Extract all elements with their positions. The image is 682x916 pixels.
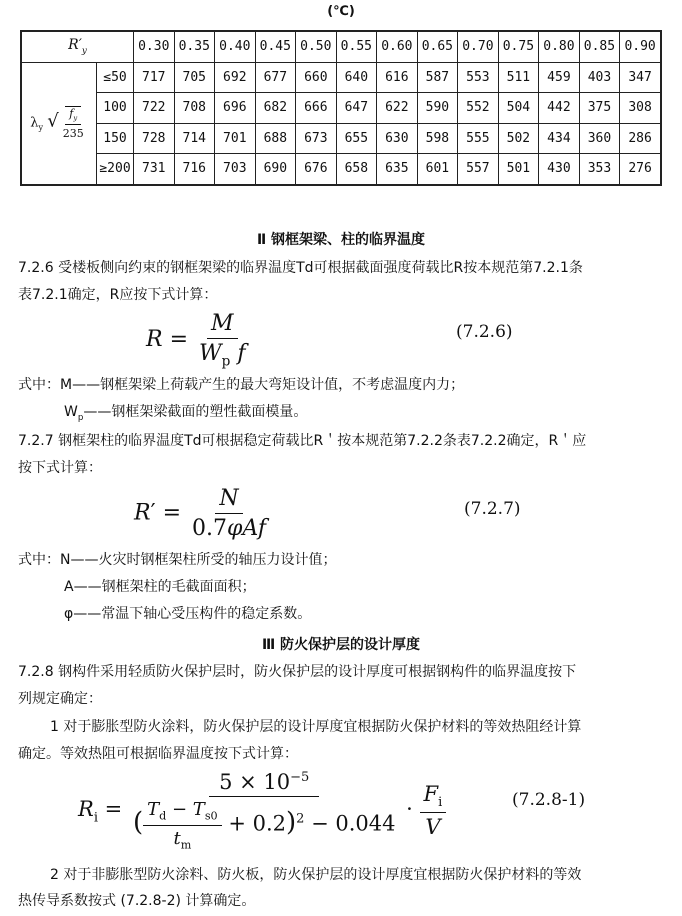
table-cell: 666 xyxy=(296,93,337,124)
table-cell: 286 xyxy=(620,123,661,154)
table-cell: 673 xyxy=(296,123,337,154)
table-row xyxy=(21,93,661,124)
header-cell: 0.70 xyxy=(458,31,499,62)
row-label: ≥200 xyxy=(97,154,134,185)
critical-temperature-table xyxy=(20,30,662,186)
equation-7-2-6: R = $\frac{M}{W_p f}$ xyxy=(146,311,246,370)
table-cell: 501 xyxy=(498,154,539,185)
header-cell: 0.35 xyxy=(174,31,215,62)
where-N: 式中：N——火灾时钢框架柱所受的轴压力设计值； xyxy=(18,552,337,568)
table-row xyxy=(21,123,661,154)
unit-label: (℃) xyxy=(327,4,355,19)
table-cell: 403 xyxy=(579,62,620,93)
table-cell: 708 xyxy=(174,93,215,124)
table-cell: 692 xyxy=(215,62,256,93)
header-cell: 0.50 xyxy=(296,31,337,62)
table-cell: 647 xyxy=(336,93,377,124)
where-M: 式中：M——钢框架梁上荷载产生的最大弯矩设计值，不考虑温度内力； xyxy=(18,377,465,393)
table-cell: 731 xyxy=(134,154,175,185)
item-2-line2: 热传导系数按式 (7.2.8-2) 计算确定。 xyxy=(18,893,256,909)
table-cell: 660 xyxy=(296,62,337,93)
table-cell: 555 xyxy=(458,123,499,154)
table-cell: 502 xyxy=(498,123,539,154)
table-cell: 434 xyxy=(539,123,580,154)
item-1-line2: 确定。等效热阻可根据临界温度按下式计算： xyxy=(18,746,298,762)
table-cell: 676 xyxy=(296,154,337,185)
header-cell: 0.30 xyxy=(134,31,175,62)
table-cell: 459 xyxy=(539,62,580,93)
header-cell: 0.75 xyxy=(498,31,539,62)
table-cell: 308 xyxy=(620,93,661,124)
header-label: $R'_y$ xyxy=(21,31,134,62)
equation-number-7-2-8-1: (7.2.8-1) xyxy=(512,790,586,810)
table-cell: 360 xyxy=(579,123,620,154)
row-label: 100 xyxy=(97,93,134,124)
header-cell: 0.90 xyxy=(620,31,661,62)
table-cell: 722 xyxy=(134,93,175,124)
table-cell: 616 xyxy=(377,62,418,93)
equation-number-7-2-6: (7.2.6) xyxy=(456,322,513,342)
table-cell: 630 xyxy=(377,123,418,154)
item-1-line1: 1 对于膨胀型防火涂料，防火保护层的设计厚度宜根据防火保护材料的等效热阻经计算 xyxy=(50,719,582,735)
item-2-line1: 2 对于非膨胀型防火涂料、防火板，防火保护层的设计厚度宜根据防火保护材料的等效 xyxy=(50,867,582,883)
row-label: 150 xyxy=(97,123,134,154)
table-cell: 622 xyxy=(377,93,418,124)
table-cell: 504 xyxy=(498,93,539,124)
equation-number-7-2-7: (7.2.7) xyxy=(464,499,521,519)
paragraph-7-2-8-line1: 7.2.8 钢构件采用轻质防火保护层时，防火保护层的设计厚度可根据钢构件的临界温度按下 xyxy=(18,664,577,680)
table-cell: 347 xyxy=(620,62,661,93)
table-cell: 590 xyxy=(417,93,458,124)
equation-7-2-7: R′ = $\frac{N}{\text{0.7φAf}}$ xyxy=(134,486,267,541)
table-cell: 701 xyxy=(215,123,256,154)
table-cell: 276 xyxy=(620,154,661,185)
paragraph-7-2-7-line1: 7.2.7 钢框架柱的临界温度Td可根据稳定荷载比R＇按本规范第7.2.2条表7.2.2确定，R＇应 xyxy=(18,433,587,449)
table-cell: 728 xyxy=(134,123,175,154)
table-cell: 635 xyxy=(377,154,418,185)
header-cell: 0.40 xyxy=(215,31,256,62)
table-cell: 601 xyxy=(417,154,458,185)
table-cell: 658 xyxy=(336,154,377,185)
header-cell: 0.55 xyxy=(336,31,377,62)
table-cell: 655 xyxy=(336,123,377,154)
table-cell: 598 xyxy=(417,123,458,154)
table-cell: 703 xyxy=(215,154,256,185)
section-heading-protection: Ⅲ 防火保护层的设计厚度 xyxy=(261,637,421,653)
table-row xyxy=(21,62,661,93)
table-header-row xyxy=(21,31,661,62)
table-cell: 511 xyxy=(498,62,539,93)
header-cell: 0.80 xyxy=(539,31,580,62)
table-cell: 717 xyxy=(134,62,175,93)
header-cell: 0.85 xyxy=(579,31,620,62)
table-cell: 714 xyxy=(174,123,215,154)
table-cell: 375 xyxy=(579,93,620,124)
paragraph-7-2-8-line2: 列规定确定： xyxy=(18,691,102,707)
header-cell: 0.45 xyxy=(255,31,296,62)
paragraph-7-2-7-line2: 按下式计算： xyxy=(18,460,102,476)
paragraph-7-2-6-line2: 表7.2.1确定，R应按下式计算： xyxy=(18,287,218,303)
equation-7-2-8-1: $R_i$ = $5 \times 10^{-5}$ ( $\frac{T_d - T_{s0}}{t_m}$ + 0.2)$^2$ − 0.044 · $\frac{F_i}{V}$ xyxy=(78,770,446,851)
table-cell: 640 xyxy=(336,62,377,93)
table-cell: 688 xyxy=(255,123,296,154)
slenderness-label: $\lambda_y$ √ $\frac{f_y}{235}$ xyxy=(21,62,97,185)
table-cell: 442 xyxy=(539,93,580,124)
table-cell: 430 xyxy=(539,154,580,185)
table-cell: 696 xyxy=(215,93,256,124)
table-row xyxy=(21,154,661,185)
table-cell: 690 xyxy=(255,154,296,185)
table-cell: 553 xyxy=(458,62,499,93)
row-label: ≤50 xyxy=(97,62,134,93)
where-A: A——钢框架柱的毛截面面积； xyxy=(64,579,256,595)
table-cell: 716 xyxy=(174,154,215,185)
where-Wp: $W_p——$钢框架梁截面的塑性截面模量。 xyxy=(64,404,308,423)
table-cell: 587 xyxy=(417,62,458,93)
table-cell: 353 xyxy=(579,154,620,185)
header-cell: 0.60 xyxy=(377,31,418,62)
table-cell: 552 xyxy=(458,93,499,124)
table-cell: 557 xyxy=(458,154,499,185)
table-cell: 705 xyxy=(174,62,215,93)
header-cell: 0.65 xyxy=(417,31,458,62)
where-phi: φ——常温下轴心受压构件的稳定系数。 xyxy=(64,606,312,622)
section-heading-frame: Ⅱ 钢框架梁、柱的临界温度 xyxy=(256,232,426,248)
table-cell: 682 xyxy=(255,93,296,124)
paragraph-7-2-6-line1: 7.2.6 受楼板侧向约束的钢框架梁的临界温度Td可根据截面强度荷载比R按本规范第7.2.1条 xyxy=(18,260,583,276)
table-cell: 677 xyxy=(255,62,296,93)
